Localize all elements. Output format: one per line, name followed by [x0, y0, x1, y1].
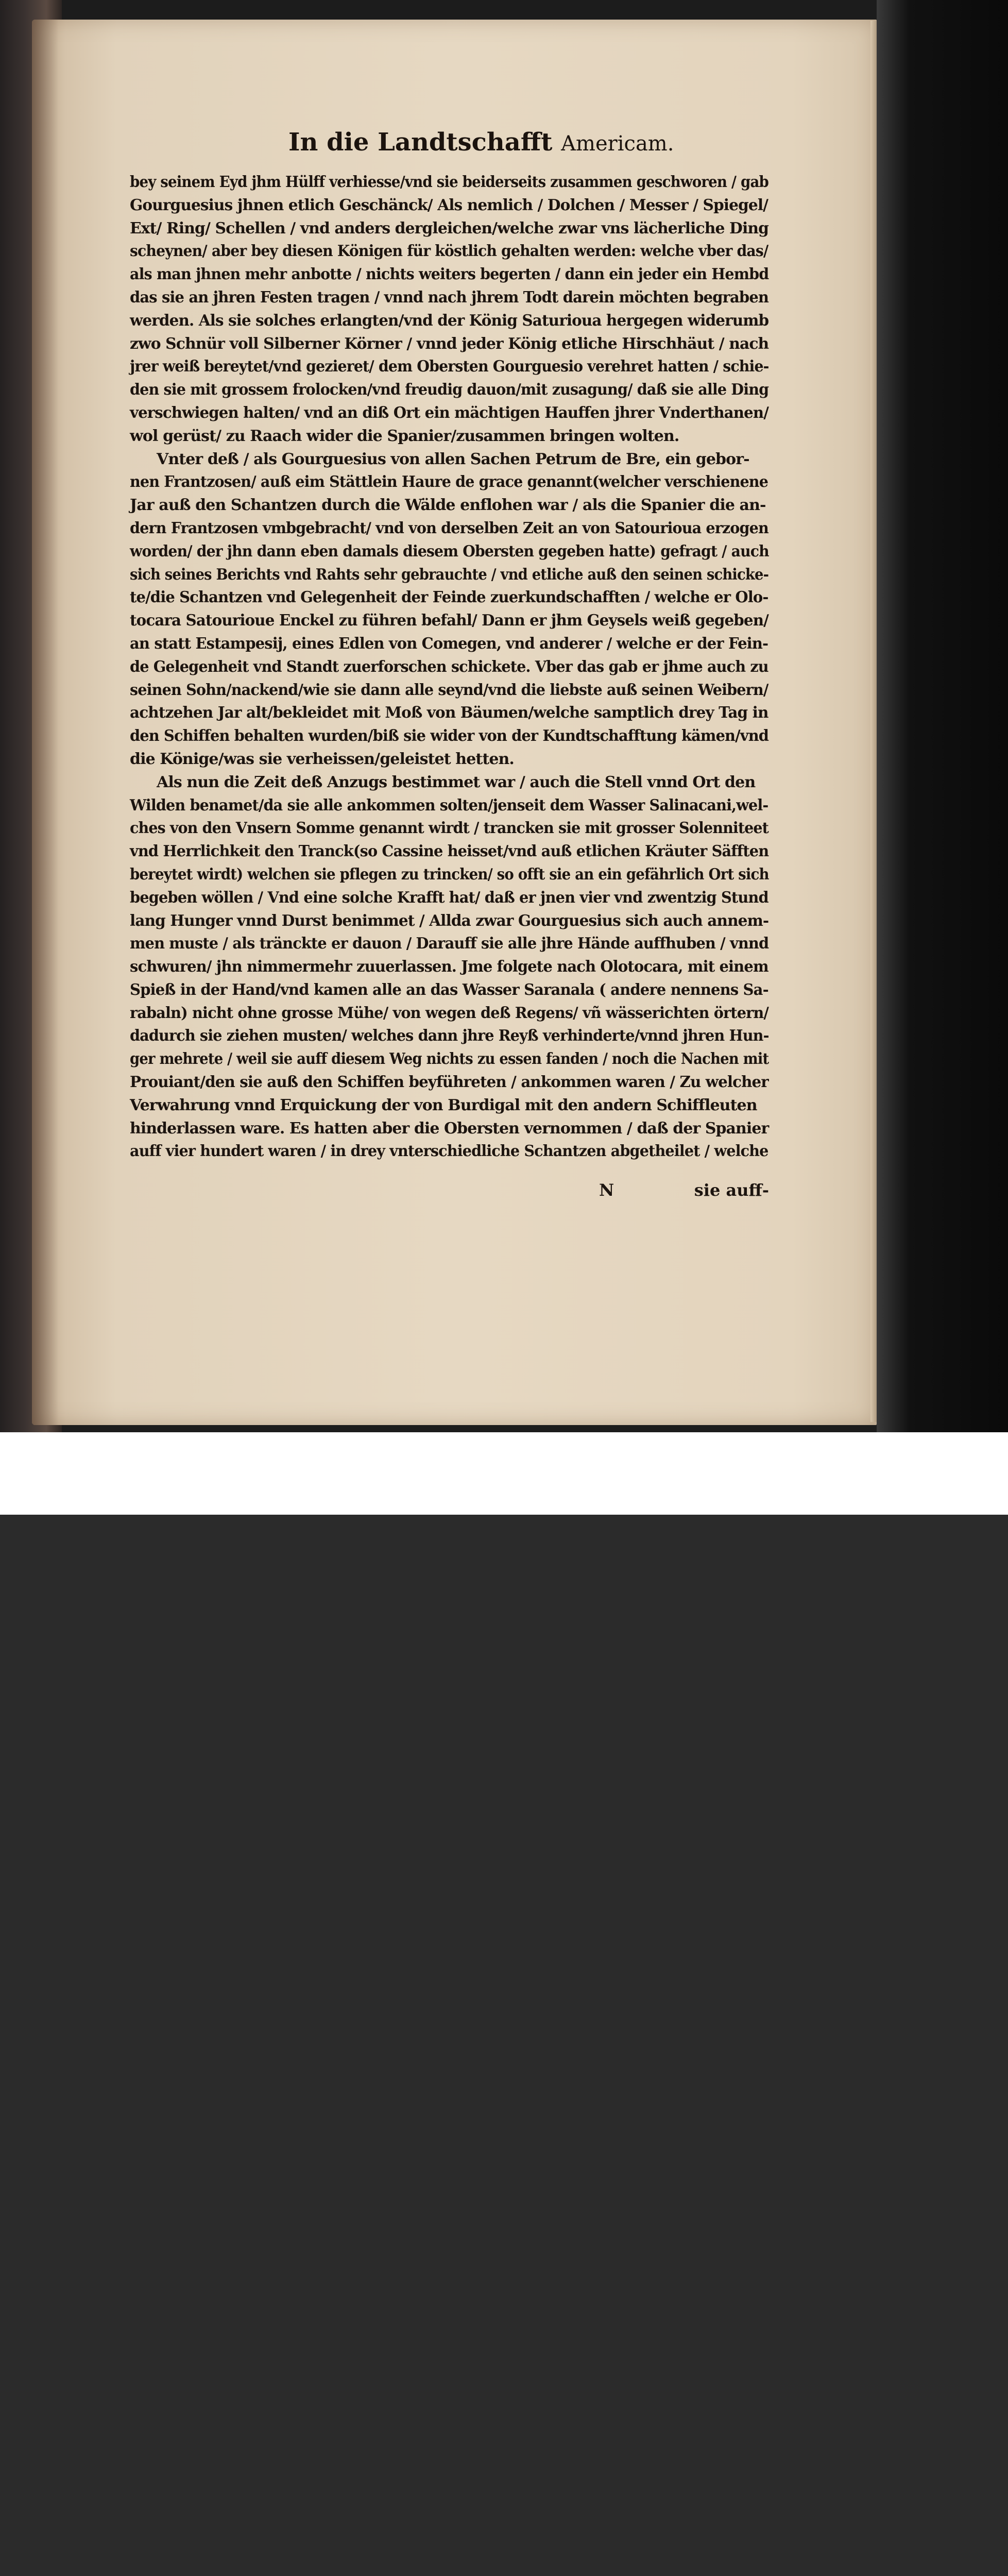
page-gutter-shadow: [32, 20, 59, 1425]
viewer-footer: [0, 1432, 1008, 1515]
text-line: ger mehrete / weil sie auff diesem Weg nichts zu essen fanden / noch die Nachen mit: [130, 1050, 769, 1069]
text-line: ches von den Vnsern Somme genannt wirdt / trancken sie mit grosser Solenniteet: [130, 819, 768, 838]
text-line: die Könige/was sie verheissen/geleistet hetten.: [130, 750, 514, 768]
text-line: worden/ der jhn dann eben damals diesem Obersten gegeben hatte) gefragt / auch: [130, 542, 769, 561]
signature-mark: N: [599, 1180, 614, 1200]
text-line: verschwiegen halten/ vnd an diß Ort ein mächtigen Hauffen jhrer Vnderthanen/: [130, 403, 768, 422]
text-line: bey seinem Eyd jhm Hülff verhiesse/vnd sie beiderseits zusammen geschworen / gab: [130, 173, 769, 191]
text-line: dern Frantzosen vmbgebracht/ vnd von derselben Zeit an von Satourioua erzogen: [130, 519, 768, 537]
text-line: te/die Schantzen vnd Gelegenheit der Feinde zuerkundschafften / welche er Olo-: [130, 588, 768, 607]
text-line: achtzehen Jar alt/bekleidet mit Moß von Bäumen/welche samptlich drey Tag in: [130, 704, 768, 722]
text-line: werden. Als sie solches erlangten/vnd der König Saturioua hergegen widerumb: [130, 311, 769, 330]
page-bottom-marks: [599, 1180, 769, 1206]
text-line: lang Hunger vnnd Durst benimmet / Allda zwar Gourguesius sich auch annem-: [130, 911, 769, 930]
text-line: Jar auß den Schantzen durch die Wälde enflohen war / als die Spanier die an-: [130, 496, 766, 515]
text-line: Verwahrung vnnd Erquickung der von Burdigal mit den andern Schiffleuten: [130, 1096, 757, 1114]
text-line: de Gelegenheit vnd Standt zuerforschen schickete. Vber das gab er jhme auch zu: [130, 657, 768, 676]
text-line: Als nun die Zeit deß Anzugs bestimmet war / auch die Stell vnnd Ort den: [157, 773, 756, 791]
text-line: bereytet wirdt) welchen sie pflegen zu trincken/ so offt sie an ein gefährlich Ort sich: [130, 865, 769, 884]
text-line: sich seines Berichts vnd Rahts sehr gebrauchte / vnd etliche auß den seinen schicke-: [130, 565, 769, 584]
text-line: zwo Schnür voll Silberner Körner / vnnd jeder König etliche Hirschhäut / nach: [130, 334, 769, 353]
body-text: [130, 171, 768, 1163]
text-line: den sie mit grossem frolocken/vnd freudig dauon/mit zusagung/ daß sie alle Ding: [130, 381, 769, 399]
running-head-roman: Americam.: [561, 132, 674, 156]
text-line: dadurch sie ziehen musten/ welches dann jhre Reyß verhinderte/vnnd jhren Hun-: [130, 1027, 769, 1045]
text-line: an statt Estampesij, eines Edlen von Comegen, vnd anderer / welche er der Fein-: [130, 634, 768, 653]
running-head: [288, 128, 674, 169]
running-head-blackletter: In die Landtschafft: [288, 128, 553, 157]
text-line: Ext/ Ring/ Schellen / vnd anders dergleichen/welche zwar vns lächerliche Ding: [130, 219, 769, 238]
text-line: Spieß in der Hand/vnd kamen alle an das Wasser Saranala ( andere nennens Sa-: [130, 980, 768, 999]
text-line: vnd Herrlichkeit den Tranck(so Cassine heisset/vnd auß etlichen Kräuter Säfften: [130, 842, 769, 861]
text-line: schwuren/ jhn nimmermehr zuuerlassen. Jme folgete nach Olotocara, mit einem: [130, 958, 768, 976]
text-line: wol gerüst/ zu Raach wider die Spanier/zusammen bringen wolten.: [130, 427, 679, 445]
text-line: Prouiant/den sie auß den Schiffen beyführeten / ankommen waren / Zu welcher: [130, 1073, 768, 1092]
catchword: sie auff-: [694, 1180, 769, 1200]
text-line: auff vier hundert waren / in drey vnterschiedliche Schantzen abgetheilet / welche: [130, 1142, 768, 1161]
text-line: seinen Sohn/nackend/wie sie dann alle seynd/vnd die liebste auß seinen Weibern/: [130, 681, 768, 699]
text-line: das sie an jhren Festen tragen / vnnd nach jhrem Todt darein möchten begraben: [130, 288, 769, 307]
text-line: Vnter deß / als Gourguesius von allen Sachen Petrum de Bre, ein gebor-: [157, 450, 749, 468]
text-line: begeben wöllen / Vnd eine solche Krafft hat/ daß er jnen vier vnd zwentzig Stund: [130, 888, 768, 907]
scan-background-right: [877, 0, 1008, 1432]
text-line: men muste / als tränckte er dauon / Darauff sie alle jhre Hände auffhuben / vnnd: [130, 935, 769, 953]
text-line: hinderlassen ware. Es hatten aber die Obersten vernommen / daß der Spanier: [130, 1119, 769, 1138]
text-line: Gourguesius jhnen etlich Geschänck/ Als nemlich / Dolchen / Messer / Spiegel/: [130, 196, 768, 214]
text-line: rabaln) nicht ohne grosse Mühe/ von wegen deß Regens/ vñ wässerichten örtern/: [130, 1004, 769, 1022]
text-line: als man jhnen mehr anbotte / nichts weiters begerten / dann ein jeder ein Hembd: [130, 265, 769, 284]
text-line: scheynen/ aber bey diesen Königen für köstlich gehalten werden: welche vber das/: [130, 242, 768, 261]
text-line: den Schiffen behalten wurden/biß sie wider von der Kundtschafftung kämen/vnd: [130, 727, 769, 745]
text-line: tocara Satourioue Enckel zu führen befahl/ Dann er jhm Geysels weiß gegeben/: [130, 612, 769, 630]
text-line: jrer weiß bereytet/vnd gezieret/ dem Obersten Gourguesio verehret hatten / schie-: [130, 358, 769, 376]
text-line: nen Frantzosen/ auß eim Stättlein Haure de grace genannt(welcher verschienene: [130, 473, 768, 492]
text-line: Wilden benamet/da sie alle ankommen solten/jenseit dem Wasser Salinacani,wel-: [130, 796, 768, 815]
